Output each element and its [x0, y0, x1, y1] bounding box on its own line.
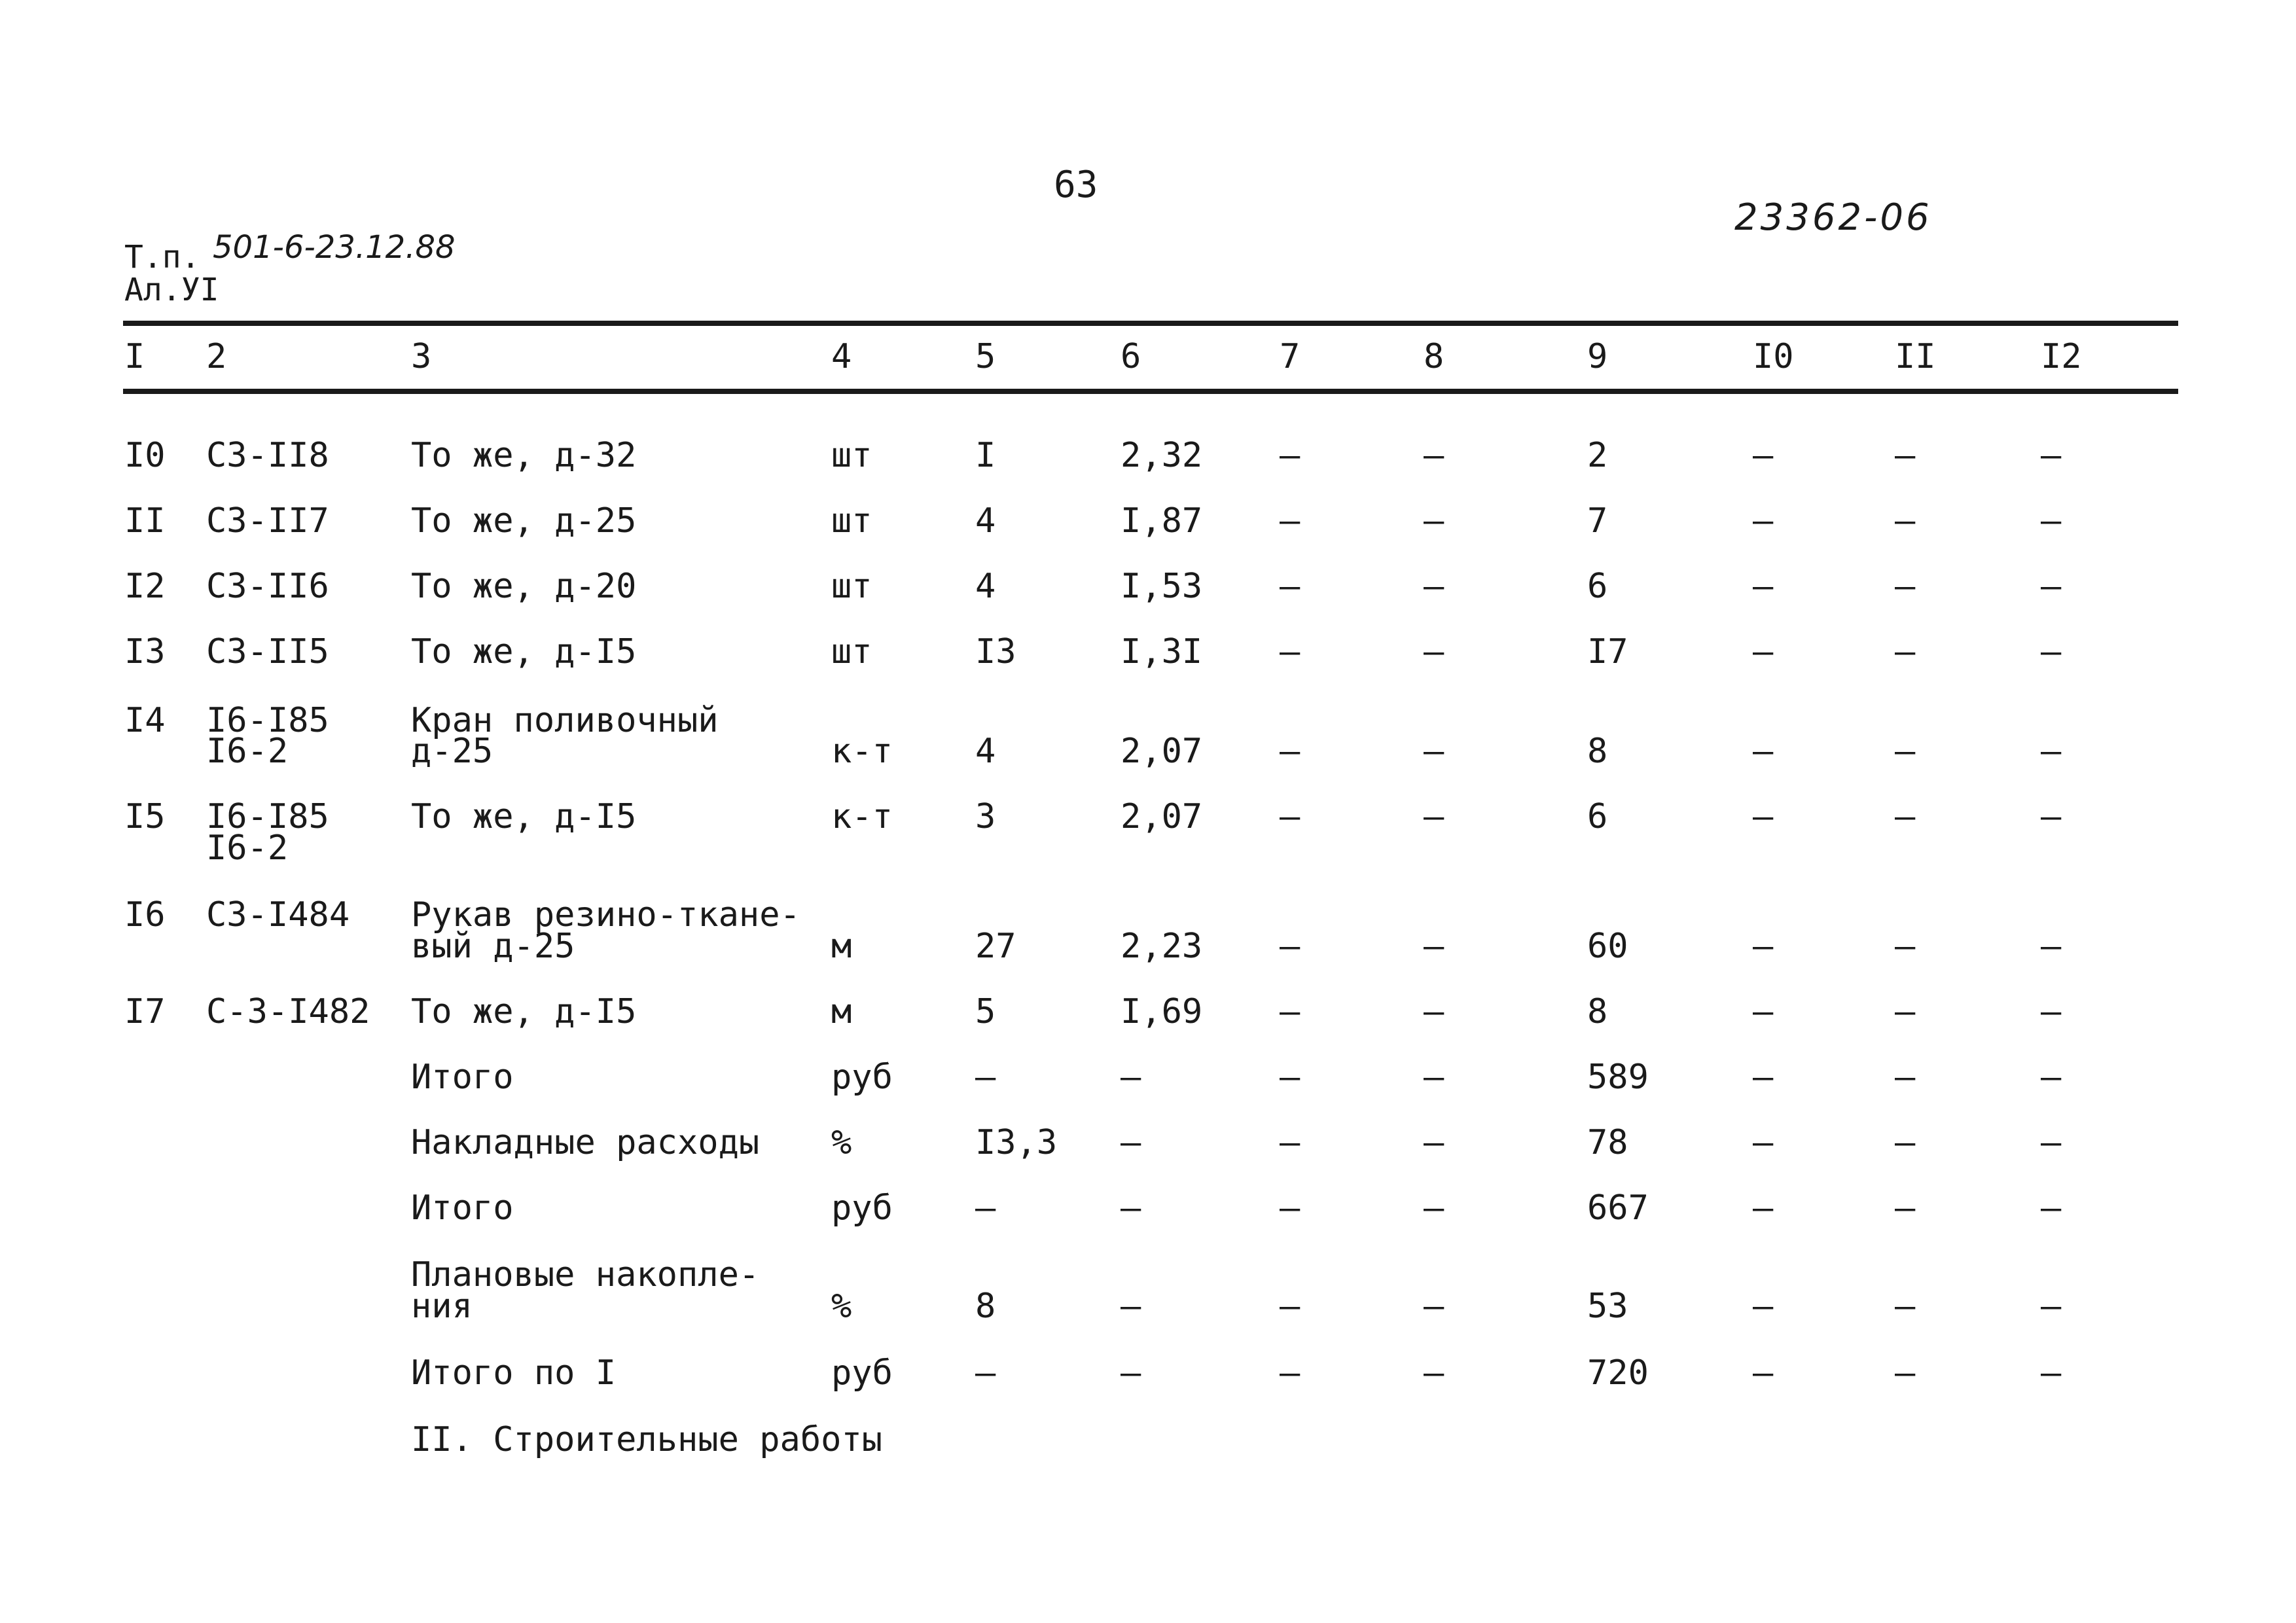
row-col7: –: [1280, 732, 1300, 771]
row-description: То же, д-20: [411, 567, 637, 606]
total-col7: –: [1280, 1287, 1300, 1326]
row-col12: –: [2041, 501, 2062, 541]
row-unit: шт: [831, 632, 872, 671]
row-col9: 8: [1587, 732, 1608, 771]
row-col11: –: [1895, 567, 1916, 606]
row-unit: шт: [831, 501, 872, 541]
total-col9: 78: [1587, 1123, 1628, 1162]
row-price: 2,07: [1121, 797, 1203, 836]
row-description: То же, д-I5: [411, 797, 637, 836]
row-col10: –: [1753, 501, 1774, 541]
row-description: То же, д-I5: [411, 632, 637, 671]
row-col10: –: [1753, 567, 1774, 606]
total-col10: –: [1753, 1058, 1774, 1097]
total-col9: 589: [1587, 1058, 1649, 1097]
row-col8: –: [1424, 436, 1444, 475]
row-col7: –: [1280, 797, 1300, 836]
total-col11: –: [1895, 1353, 1916, 1393]
total-col7: –: [1280, 1123, 1300, 1162]
total-label: Накладные расходы: [411, 1123, 760, 1162]
total-col5: –: [975, 1058, 996, 1097]
total-col6: –: [1121, 1123, 1141, 1162]
total-col8: –: [1424, 1058, 1444, 1097]
total-label-cont: ния: [411, 1287, 473, 1326]
row-col10: –: [1753, 797, 1774, 836]
row-unit: шт: [831, 436, 872, 475]
row-col10: –: [1753, 632, 1774, 671]
total-col7: –: [1280, 1188, 1300, 1228]
row-col11: –: [1895, 797, 1916, 836]
row-quantity: I: [975, 436, 996, 475]
total-col11: –: [1895, 1123, 1916, 1162]
row-col9: 8: [1587, 992, 1608, 1031]
row-code: С3-II8: [206, 436, 329, 475]
row-description: Кран поливочный: [411, 701, 719, 740]
row-description: То же, д-32: [411, 436, 637, 475]
row-number: I2: [124, 567, 166, 606]
row-description: То же, д-I5: [411, 992, 637, 1031]
row-col9: 6: [1587, 797, 1608, 836]
row-col11: –: [1895, 927, 1916, 966]
column-header-6: 6: [1121, 337, 1141, 376]
row-col7: –: [1280, 567, 1300, 606]
row-number: I6: [124, 895, 166, 935]
row-code: С-3-I482: [206, 992, 370, 1031]
ref-label: Т.п.: [124, 239, 200, 276]
row-col8: –: [1424, 632, 1444, 671]
ref-value: 501-6-23.12.88: [213, 229, 456, 266]
row-description: Рукав резино-ткане-: [411, 895, 800, 935]
row-col8: –: [1424, 567, 1444, 606]
row-col10: –: [1753, 732, 1774, 771]
total-col8: –: [1424, 1123, 1444, 1162]
row-col12: –: [2041, 732, 2062, 771]
row-code: I6-I85: [206, 701, 329, 740]
column-header-11: II: [1895, 337, 1936, 376]
total-label: Итого: [411, 1058, 514, 1097]
total-label: Итого: [411, 1188, 514, 1228]
row-quantity: 4: [975, 567, 996, 606]
total-col5: 8: [975, 1287, 996, 1326]
row-col12: –: [2041, 797, 2062, 836]
row-col8: –: [1424, 992, 1444, 1031]
row-col9: 6: [1587, 567, 1608, 606]
row-number: II: [124, 501, 166, 541]
row-price: I,3I: [1121, 632, 1203, 671]
total-col7: –: [1280, 1353, 1300, 1393]
row-col8: –: [1424, 501, 1444, 541]
row-quantity: 5: [975, 992, 996, 1031]
row-quantity: 27: [975, 927, 1016, 966]
row-price: I,53: [1121, 567, 1203, 606]
row-col9: 2: [1587, 436, 1608, 475]
row-col7: –: [1280, 927, 1300, 966]
row-number: I0: [124, 436, 166, 475]
row-price: I,69: [1121, 992, 1203, 1031]
table-header-rule: [123, 389, 2178, 394]
row-description: То же, д-25: [411, 501, 637, 541]
row-col10: –: [1753, 927, 1774, 966]
row-col10: –: [1753, 992, 1774, 1031]
row-unit: м: [831, 992, 852, 1031]
column-header-3: 3: [411, 337, 432, 376]
row-col12: –: [2041, 436, 2062, 475]
row-number: I4: [124, 701, 166, 740]
page-number: 63: [1054, 164, 1098, 206]
total-col10: –: [1753, 1188, 1774, 1228]
total-label: Плановые накопле-: [411, 1255, 760, 1294]
row-price: 2,07: [1121, 732, 1203, 771]
row-col8: –: [1424, 797, 1444, 836]
total-unit: %: [831, 1123, 852, 1162]
total-label: Итого по I: [411, 1353, 617, 1393]
row-col9: I7: [1587, 632, 1628, 671]
row-col8: –: [1424, 732, 1444, 771]
row-col7: –: [1280, 632, 1300, 671]
total-unit: руб: [831, 1353, 893, 1393]
row-col12: –: [2041, 992, 2062, 1031]
total-col11: –: [1895, 1287, 1916, 1326]
total-unit: %: [831, 1287, 852, 1326]
document-code: 23362-06: [1734, 196, 1932, 239]
row-col11: –: [1895, 501, 1916, 541]
row-quantity: 4: [975, 501, 996, 541]
total-unit: руб: [831, 1058, 893, 1097]
total-col6: –: [1121, 1287, 1141, 1326]
column-header-1: I: [124, 337, 145, 376]
row-col12: –: [2041, 567, 2062, 606]
row-code: С3-II7: [206, 501, 329, 541]
column-header-4: 4: [831, 337, 852, 376]
total-col8: –: [1424, 1188, 1444, 1228]
row-price: 2,32: [1121, 436, 1203, 475]
total-col11: –: [1895, 1058, 1916, 1097]
row-unit: к-т: [831, 732, 893, 771]
row-unit: к-т: [831, 797, 893, 836]
total-col6: –: [1121, 1188, 1141, 1228]
row-col12: –: [2041, 632, 2062, 671]
column-header-12: I2: [2041, 337, 2082, 376]
column-header-7: 7: [1280, 337, 1300, 376]
row-col7: –: [1280, 992, 1300, 1031]
row-quantity: 4: [975, 732, 996, 771]
row-description-cont: вый д-25: [411, 927, 575, 966]
row-unit: м: [831, 927, 852, 966]
row-number: I3: [124, 632, 166, 671]
column-header-9: 9: [1587, 337, 1608, 376]
total-col12: –: [2041, 1287, 2062, 1326]
row-number: I5: [124, 797, 166, 836]
row-code-sub: I6-2: [206, 829, 289, 868]
row-col9: 7: [1587, 501, 1608, 541]
row-number: I7: [124, 992, 166, 1031]
total-col12: –: [2041, 1058, 2062, 1097]
row-col11: –: [1895, 436, 1916, 475]
row-quantity: I3: [975, 632, 1016, 671]
row-col7: –: [1280, 436, 1300, 475]
row-col10: –: [1753, 436, 1774, 475]
total-col12: –: [2041, 1353, 2062, 1393]
row-code: С3-II5: [206, 632, 329, 671]
row-col7: –: [1280, 501, 1300, 541]
row-col12: –: [2041, 927, 2062, 966]
row-col8: –: [1424, 927, 1444, 966]
row-description-cont: д-25: [411, 732, 493, 771]
total-col12: –: [2041, 1188, 2062, 1228]
total-col10: –: [1753, 1287, 1774, 1326]
total-col5: –: [975, 1188, 996, 1228]
row-quantity: 3: [975, 797, 996, 836]
sheet-label: Ал.УI: [124, 272, 219, 308]
row-col11: –: [1895, 992, 1916, 1031]
total-col6: –: [1121, 1058, 1141, 1097]
row-code-sub: I6-2: [206, 732, 289, 771]
total-col10: –: [1753, 1353, 1774, 1393]
total-col9: 53: [1587, 1287, 1628, 1326]
column-header-8: 8: [1424, 337, 1444, 376]
total-col12: –: [2041, 1123, 2062, 1162]
total-col6: –: [1121, 1353, 1141, 1393]
total-col11: –: [1895, 1188, 1916, 1228]
row-col11: –: [1895, 732, 1916, 771]
row-col11: –: [1895, 632, 1916, 671]
total-col5: I3,3: [975, 1123, 1058, 1162]
column-header-5: 5: [975, 337, 996, 376]
row-code: С3-II6: [206, 567, 329, 606]
column-header-10: I0: [1753, 337, 1794, 376]
row-unit: шт: [831, 567, 872, 606]
total-col9: 720: [1587, 1353, 1649, 1393]
row-code: С3-I484: [206, 895, 350, 935]
column-header-2: 2: [206, 337, 227, 376]
total-col10: –: [1753, 1123, 1774, 1162]
total-unit: руб: [831, 1188, 893, 1228]
row-price: 2,23: [1121, 927, 1203, 966]
total-col8: –: [1424, 1287, 1444, 1326]
total-col7: –: [1280, 1058, 1300, 1097]
table-top-rule: [123, 321, 2178, 326]
row-price: I,87: [1121, 501, 1203, 541]
section-title: II. Строительные работы: [411, 1420, 883, 1459]
row-col9: 60: [1587, 927, 1628, 966]
total-col5: –: [975, 1353, 996, 1393]
row-code: I6-I85: [206, 797, 329, 836]
total-col8: –: [1424, 1353, 1444, 1393]
total-col9: 667: [1587, 1188, 1649, 1228]
